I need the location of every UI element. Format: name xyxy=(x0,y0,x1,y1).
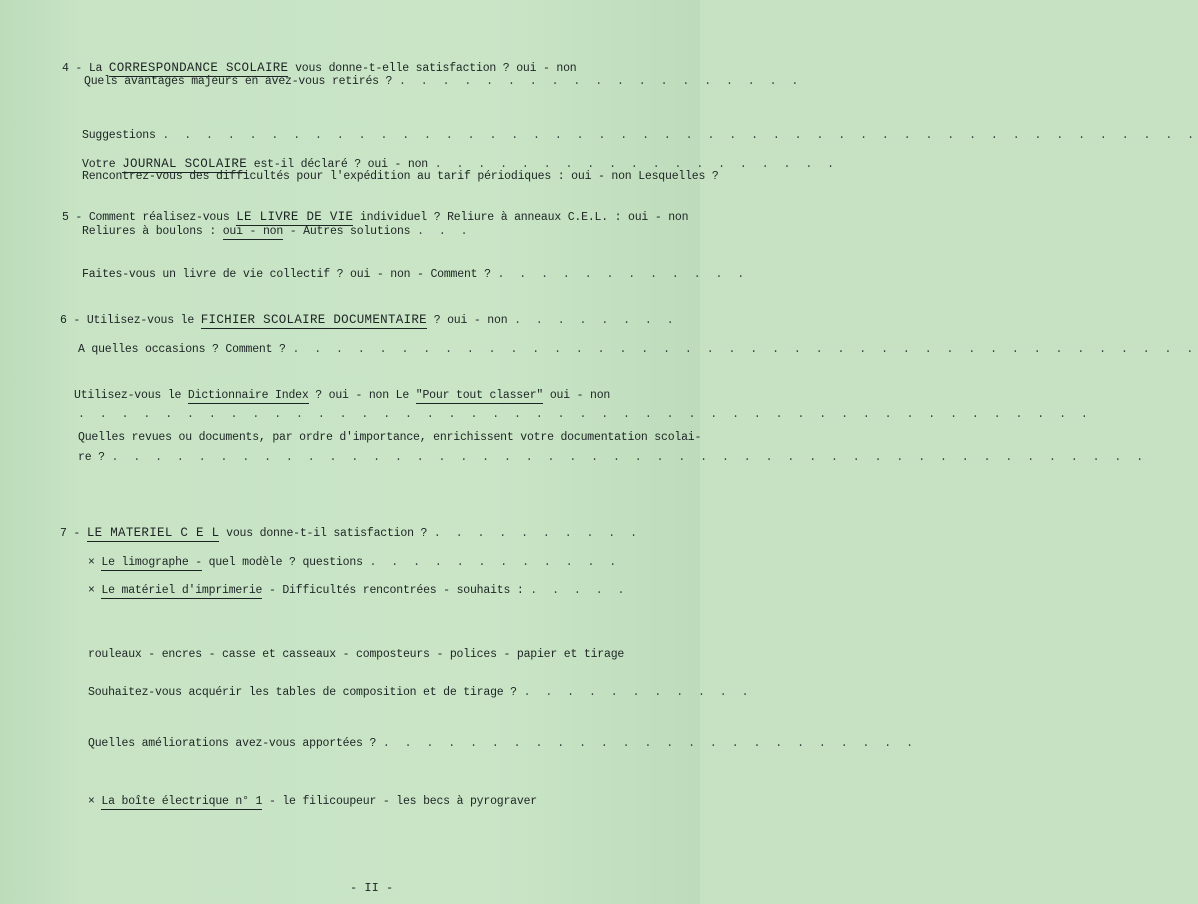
q6-revues-line-1 xyxy=(78,431,701,445)
q6-le: Le xyxy=(395,389,410,402)
dotted-line: . . . . . . . . . . . . . . . . . . . . . . . . . . . . . . . . . . . . . . . . . . xyxy=(292,343,1198,356)
q7-ameliorations-line xyxy=(88,737,917,751)
q4-corr-question: vous donne-t-elle satisfaction ? oui - non xyxy=(295,62,577,75)
q5-boulons: Reliures à boulons : xyxy=(82,225,217,238)
q4-line-1 xyxy=(62,61,577,76)
q7-rouleaux: rouleaux - encres - casse et casseaux - composteurs - polices - papier et tirage xyxy=(88,648,625,661)
q6-revues-line-2 xyxy=(78,451,1147,465)
dotted-line: . . . . . . . . . . xyxy=(433,527,642,540)
q7-tables: Souhaitez-vous acquérir les tables de composition et de tirage ? xyxy=(88,686,517,699)
q7-boite-question: - le filicoupeur - les becs à pyrograver xyxy=(268,795,537,808)
q7-limographe-question: quel modèle ? questions xyxy=(208,556,363,569)
q7-rouleaux-line xyxy=(88,648,624,662)
q7-number: 7 - xyxy=(60,527,81,540)
q6-revues-1: Quelles revues ou documents, par ordre d'importance, enrichissent votre documentation scolai- xyxy=(78,431,702,444)
q7-imprimerie-line xyxy=(88,584,628,598)
q6-line-1 xyxy=(60,313,678,328)
q4-line-2 xyxy=(84,75,802,89)
pour-tout-classer-title: "Pour tout classer" xyxy=(415,389,544,402)
q5-livre-question: individuel ? Reliure à anneaux C.E.L. : oui - non xyxy=(359,211,689,224)
q5-collectif: Faites-vous un livre de vie collectif ? oui - non - Comment ? xyxy=(82,268,491,281)
dotted-line: . . . . . . . . . . . . . . . . . . . . . . . . . . . . . . . . . . . . . . . . . . . . . . . xyxy=(78,408,1092,421)
livre-de-vie-title: LE LIVRE DE VIE xyxy=(236,210,354,224)
q4-suggestions-line xyxy=(82,129,1198,143)
q7-tables-line xyxy=(88,686,753,700)
q4-expedition: Rencontrez-vous des difficultés pour l'expédition au tarif périodiques : oui - non Lesquelles ? xyxy=(82,170,719,183)
q6-dico-prefix: Utilisez-vous le xyxy=(74,389,182,402)
q4-journal-prefix: Votre xyxy=(82,158,116,171)
q7-limographe-line xyxy=(88,556,620,570)
dotted-line: . . . . . . . . . . . . . . . . . . . . . . . . . . . . . . . . . . . . . . . . . . . . . . . . xyxy=(111,451,1148,464)
q5-livre-prefix: Comment réalisez-vous xyxy=(88,211,230,224)
dotted-line: . . . . . . . . . . . . . . . . . . . xyxy=(434,158,839,171)
q6-dico-line xyxy=(74,389,610,403)
journal-scolaire-title: JOURNAL SCOLAIRE xyxy=(122,157,248,171)
q7-boite-line xyxy=(88,795,537,809)
q4-expedition-line xyxy=(82,170,719,184)
q6-classer-question: oui - non xyxy=(549,389,611,402)
q6-fichier-prefix: Utilisez-vous le xyxy=(86,314,195,327)
q4-corr-label: La xyxy=(88,62,103,75)
q5-number: 5 - xyxy=(62,211,83,224)
materiel-cel-title: LE MATERIEL C E L xyxy=(86,526,220,540)
limographe-title: Le limographe - xyxy=(101,556,202,569)
bullet-cross-icon: × xyxy=(88,584,95,597)
dotted-line: . . . . . xyxy=(530,584,629,597)
correspondance-scolaire-title: CORRESPONDANCE SCOLAIRE xyxy=(108,61,289,75)
dotted-line: . . . . . . . . xyxy=(514,314,678,327)
q6-occasions-line xyxy=(78,343,1197,357)
q4-suggestions: Suggestions xyxy=(82,129,156,142)
q6-fichier-question: ? oui - non xyxy=(433,314,508,327)
boite-electrique-title: La boîte électrique n° 1 xyxy=(101,795,263,808)
q5-line-2 xyxy=(82,225,472,239)
dotted-line: . . . . . . . . . . . xyxy=(523,686,753,699)
q4-advantages: Quels avantages majeurs en avez-vous retirés ? xyxy=(84,75,393,88)
q5-line-1 xyxy=(62,210,688,225)
dotted-line: . . . . . . . . . . . . . . . . . . . . . . . . . . . . . . . . . . . . . . . . . . . . . . . . xyxy=(162,129,1198,142)
q5-collectif-line xyxy=(82,268,748,282)
q7-line-1 xyxy=(60,526,641,541)
dotted-line: . . . . . . . . . . . . xyxy=(497,268,749,281)
bullet-cross-icon: × xyxy=(88,795,95,808)
q7-materiel-question: vous donne-t-il satisfaction ? xyxy=(226,527,428,540)
q4-number: 4 - xyxy=(62,62,83,75)
q6-dico-question: ? oui - non xyxy=(315,389,389,402)
fichier-scolaire-documentaire-title: FICHIER SCOLAIRE DOCUMENTAIRE xyxy=(200,313,427,327)
q7-ameliorations: Quelles améliorations avez-vous apportées ? xyxy=(88,737,377,750)
q4-journal-question: est-il déclaré ? oui - non xyxy=(253,158,428,171)
q7-imprimerie-question: - Difficultés rencontrées - souhaits : xyxy=(268,584,524,597)
q6-occasions: A quelles occasions ? Comment ? xyxy=(78,343,286,356)
dotted-line: . . . . . . . . . . . . . . . . . . . . . . . . . xyxy=(382,737,918,750)
q6-dots-line xyxy=(78,408,1092,422)
q5-boulons-answer: oui - non xyxy=(222,225,284,238)
dictionnaire-index-title: Dictionnaire Index xyxy=(187,389,309,402)
q6-number: 6 - xyxy=(60,314,81,327)
materiel-imprimerie-title: Le matériel d'imprimerie xyxy=(101,584,263,597)
q6-revues-2: re ? xyxy=(78,451,105,464)
page-number: - II - xyxy=(350,881,394,895)
q5-autres: - Autres solutions xyxy=(289,225,411,238)
bullet-cross-icon: × xyxy=(88,556,95,569)
dotted-line: . . . . . . . . . . . . . . . . . . . xyxy=(398,75,803,88)
dotted-line: . . . . . . . . . . . . xyxy=(369,556,621,569)
dotted-line: . . . xyxy=(417,225,472,238)
